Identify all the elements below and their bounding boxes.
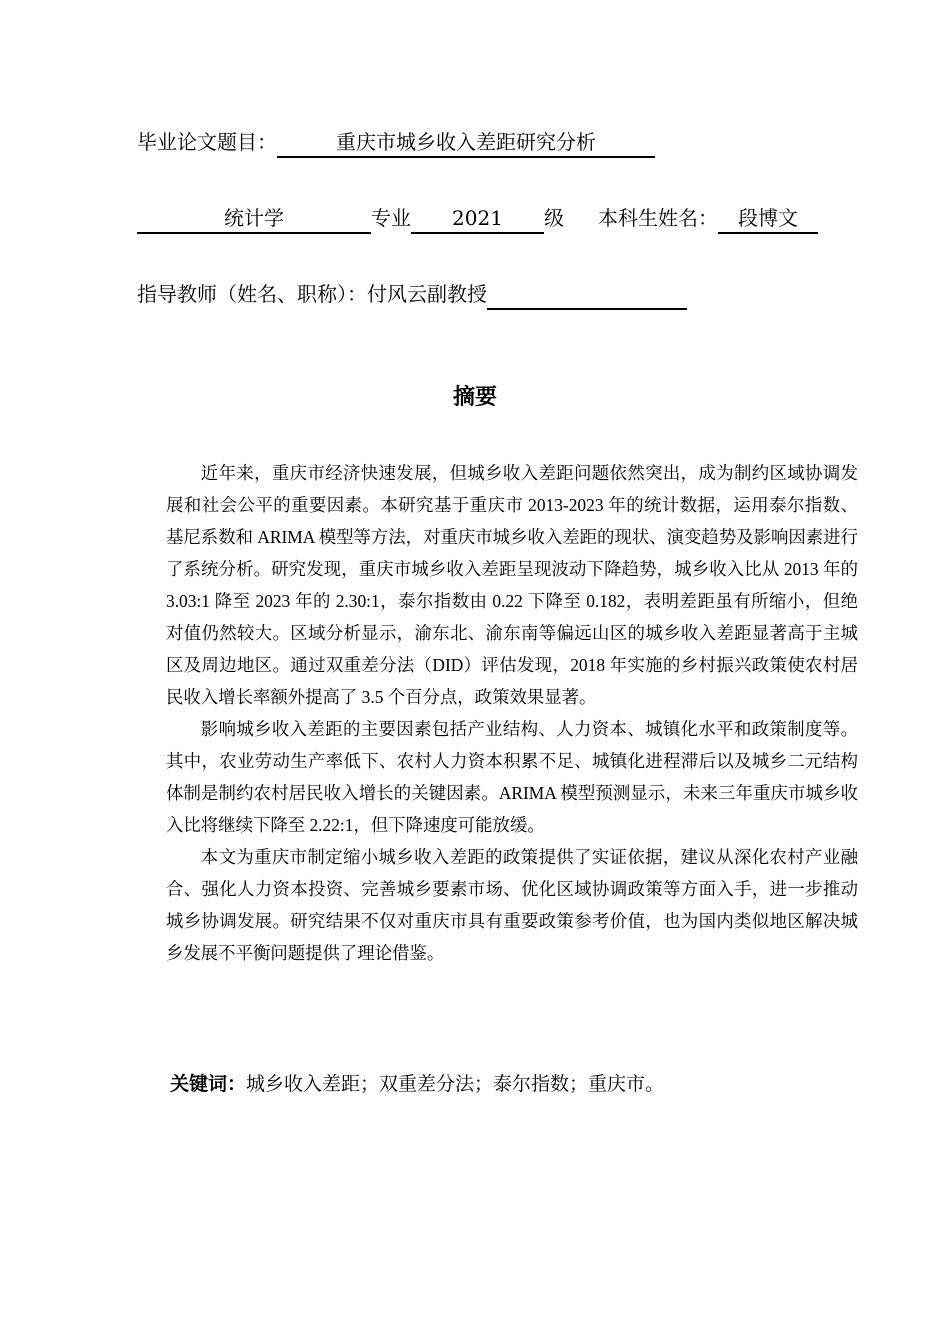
- abstract-body: [166, 457, 858, 969]
- abstract-paragraph-2: 影响城乡收入差距的主要因素包括产业结构、人力资本、城镇化水平和政策制度等。其中，农业劳动生产率低下、农村人力资本积累不足、城镇化进程滞后以及城乡二元结构体制是制约农村居民收入增长的关键因素。ARIMA 模型预测显示，未来三年重庆市城乡收入比将继续下降至 2.22:1，但下降速度可能放缓。: [166, 719, 858, 835]
- thesis-title: 重庆市城乡收入差距研究分析: [277, 128, 655, 158]
- thesis-title-label: 毕业论文题目：: [137, 130, 277, 154]
- major-suffix: 专业: [371, 206, 411, 230]
- thesis-title-line: [137, 127, 655, 158]
- major: 统计学: [137, 204, 371, 234]
- student-name: 段博文: [718, 204, 818, 234]
- grade: 2021: [411, 204, 544, 234]
- advisor: 付风云副教授: [367, 282, 487, 306]
- student-info-line: [137, 203, 818, 234]
- abstract-paragraph-3: 本文为重庆市制定缩小城乡收入差距的政策提供了实证依据，建议从深化农村产业融合、强化人力资本投资、完善城乡要素市场、优化区域协调政策等方面入手，进一步推动城乡协调发展。研究结果不仅对重庆市具有重要政策参考价值，也为国内类似地区解决城乡发展不平衡问题提供了理论借鉴。: [166, 847, 858, 963]
- abstract-paragraph-1: 近年来，重庆市经济快速发展，但城乡收入差距问题依然突出，成为制约区域协调发展和社会公平的重要因素。本研究基于重庆市 2013-2023 年的统计数据，运用泰尔指数、基尼系数和 ARIMA 模型等方法，对重庆市城乡收入差距的现状、演变趋势及影响因素进行了系统分析。研究发现，重庆市城乡收入差距呈现波动下降趋势，城乡收入比从 2013 年的 3.03:1 降至 2023 年的 2.30:1，泰尔指数由 0.22 下降至 0.182，表明差距虽有所缩小，但绝对值仍然较大。区域分析显示，渝东北、渝东南等偏远山区的城乡收入差距显著高于主城区及周边地区。通过双重差分法（DID）评估发现，2018 年实施的乡村振兴政策使农村居民收入增长率额外提高了 3.5 个百分点，政策效果显著。: [166, 463, 858, 707]
- keywords-text: 城乡收入差距；双重差分法；泰尔指数；重庆市。: [246, 1073, 665, 1095]
- keywords-line: [170, 1068, 664, 1100]
- advisor-label: 指导教师（姓名、职称）：: [137, 282, 367, 306]
- advisor-blank: [487, 280, 687, 310]
- student-label: 本科生姓名：: [598, 206, 718, 230]
- abstract-heading: 摘要: [452, 385, 497, 410]
- grade-suffix: 级: [544, 206, 564, 230]
- keywords-label: 关键词：: [170, 1073, 247, 1095]
- advisor-line: [137, 279, 687, 310]
